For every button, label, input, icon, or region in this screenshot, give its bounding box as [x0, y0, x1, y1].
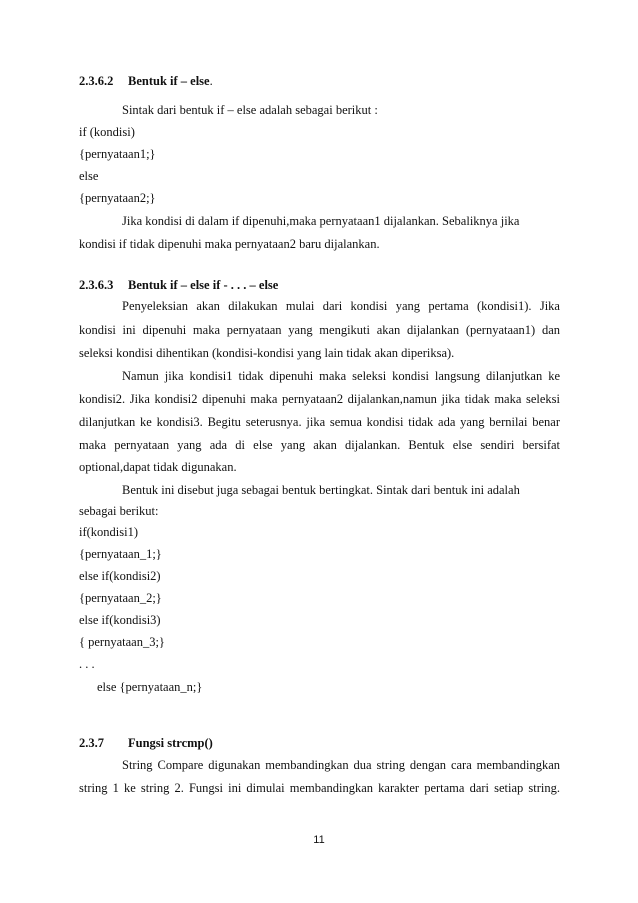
paragraph-line: kondisi if tidak dipenuhi maka pernyataan2 baru dijalankan. — [79, 237, 380, 251]
paragraph-line: Bentuk ini disebut juga sebagai bentuk bertingkat. Sintak dari bentuk ini adalah — [122, 483, 520, 497]
paragraph-line: optional,dapat tidak digunakan. — [79, 460, 237, 474]
code-line: else — [79, 169, 99, 183]
section-title-period: . — [209, 74, 213, 88]
code-line: {pernyataan_1;} — [79, 547, 162, 561]
paragraph-line: String Compare digunakan membandingkan dua string dengan cara membandingkan — [122, 758, 560, 772]
paragraph-line: seleksi kondisi dihentikan (kondisi-kondisi yang lain tidak akan diperiksa). — [79, 346, 455, 360]
paragraph-line: Namun jika kondisi1 tidak dipenuhi maka seleksi kondisi langsung dilanjutkan ke — [122, 369, 560, 383]
code-ellipsis: . . . — [79, 657, 95, 671]
paragraph-line: dilanjutkan ke kondisi3. Begitu seterusnya. jika semua kondisi tidak ada yang bernilai benar — [79, 415, 560, 429]
code-line: if(kondisi1) — [79, 525, 139, 539]
code-line: { pernyataan_3;} — [79, 635, 165, 649]
section-title: Fungsi strcmp() — [128, 736, 213, 750]
paragraph-line: maka pernyataan yang ada di else yang akan dijalankan. Bentuk else sendiri bersifat — [79, 438, 560, 452]
page-number: 11 — [313, 834, 325, 846]
section-number: 2.3.7 — [79, 736, 104, 750]
paragraph-line: sebagai berikut: — [79, 504, 159, 518]
code-line: {pernyataan1;} — [79, 147, 156, 161]
code-line: {pernyataan_2;} — [79, 591, 162, 605]
paragraph-line: Penyeleksian akan dilakukan mulai dari kondisi yang pertama (kondisi1). Jika — [122, 299, 560, 313]
section-title: Bentuk if – else if - . . . – else — [128, 278, 279, 292]
code-line: else if(kondisi2) — [79, 569, 161, 583]
code-line: {pernyataan2;} — [79, 191, 156, 205]
paragraph-line: kondisi2. Jika kondisi2 dipenuhi maka pernyataan2 dijalankan,namun jika tidak maka seleksi — [79, 392, 560, 406]
section-number: 2.3.6.2 — [79, 74, 114, 88]
paragraph-line: string 1 ke string 2. Fungsi ini dimulai membandingkan karakter pertama dari setiap string. — [79, 781, 560, 795]
section-number: 2.3.6.3 — [79, 278, 114, 292]
paragraph-line: kondisi ini dipenuhi maka pernyataan yang mengikuti akan dijalankan (pernyataan1) dan — [79, 323, 560, 337]
code-line: else if(kondisi3) — [79, 613, 161, 627]
heading-2-3-7 — [79, 735, 213, 751]
syntax-intro: Sintak dari bentuk if – else adalah sebagai berikut : — [122, 103, 378, 117]
heading-2-3-6-3 — [79, 277, 278, 293]
code-line: if (kondisi) — [79, 125, 135, 139]
code-line: else {pernyataan_n;} — [97, 680, 203, 694]
heading-2-3-6-2 — [79, 73, 213, 89]
paragraph-line: Jika kondisi di dalam if dipenuhi,maka pernyataan1 dijalankan. Sebaliknya jika — [122, 214, 520, 228]
section-title: Bentuk if – else — [128, 74, 210, 88]
